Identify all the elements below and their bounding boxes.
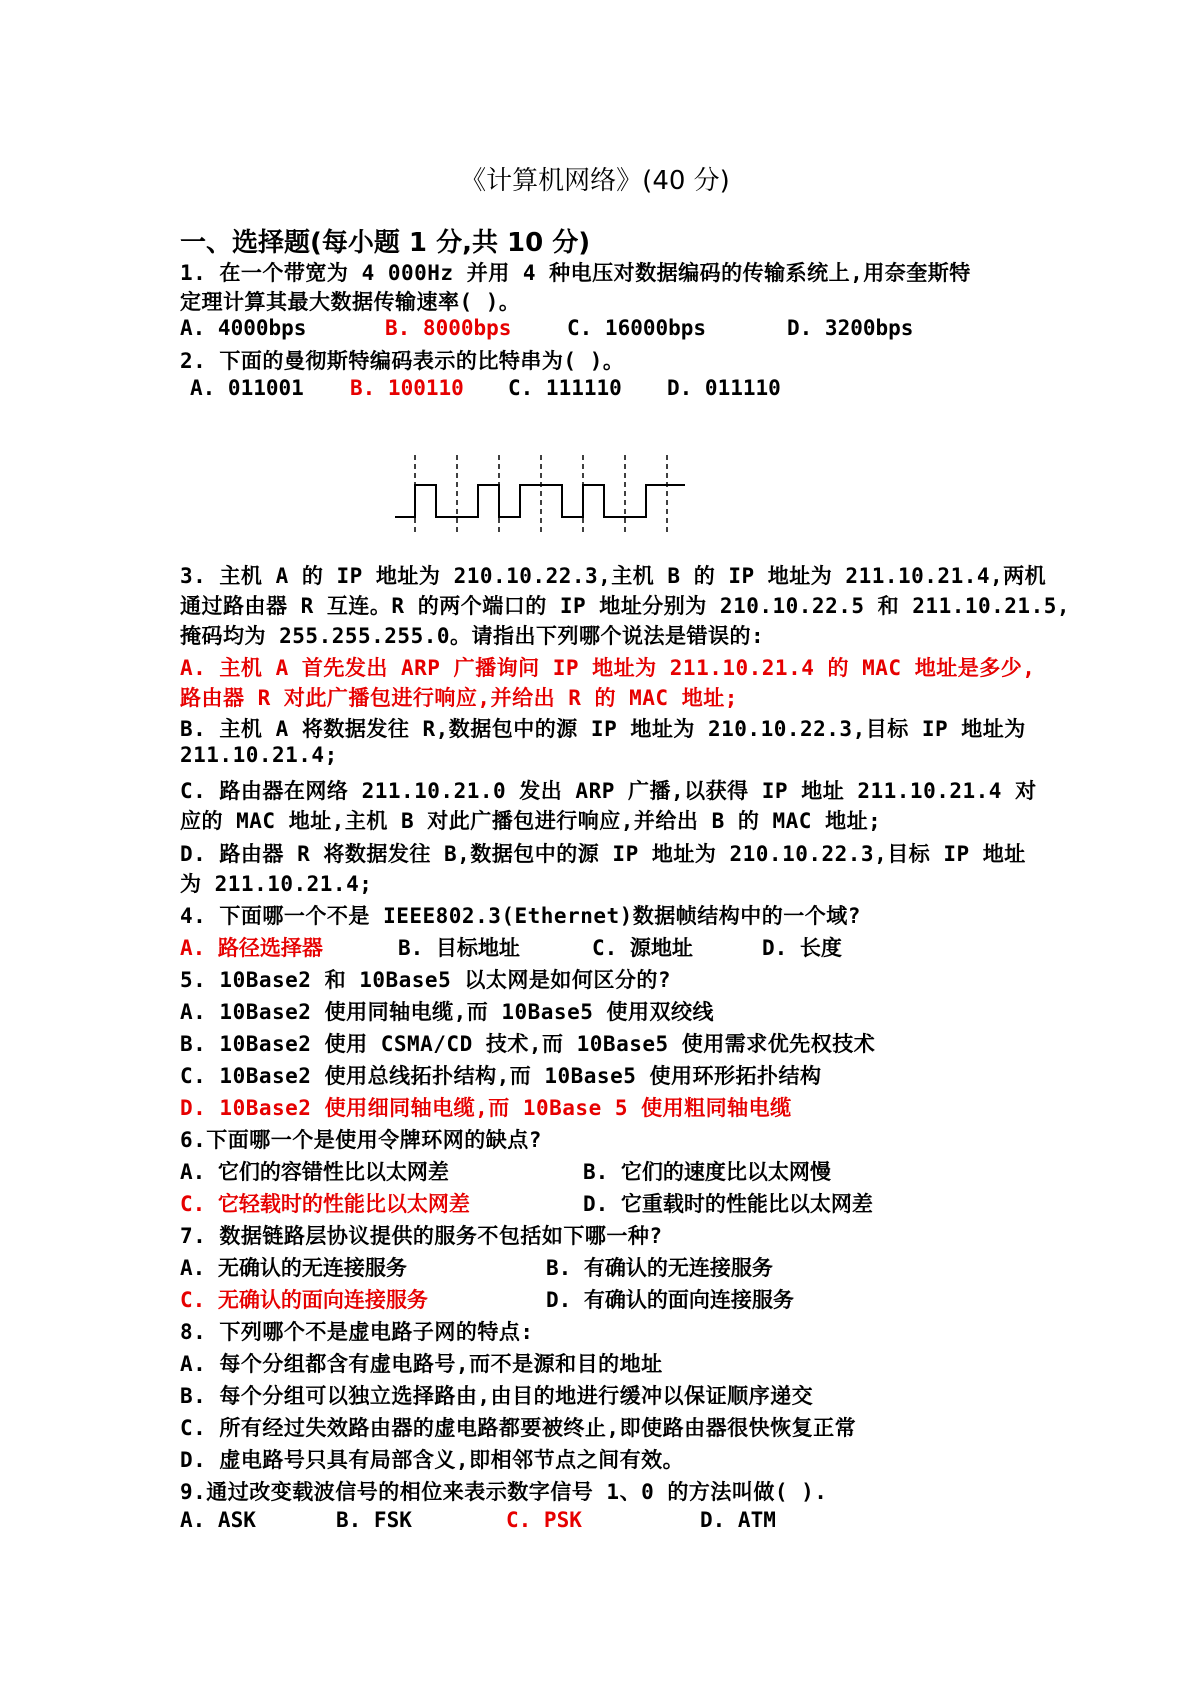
q3-option-a-answer-line2: 路由器 R 对此广播包进行响应,并给出 R 的 MAC 地址; (180, 686, 738, 710)
bit-boundary-lines (415, 455, 667, 535)
q3-stem-line1: 3. 主机 A 的 IP 地址为 210.10.22.3,主机 B 的 IP 地址为 211.10.21.4,两机 (180, 564, 1047, 588)
q8-stem: 8. 下列哪个不是虚电路子网的特点: (180, 1320, 534, 1344)
q1-option-d: D. 3200bps (787, 316, 914, 340)
q4-option-a-answer: A. 路径选择器 (180, 936, 323, 960)
q3-stem-line3: 掩码均为 255.255.255.0。请指出下列哪个说法是错误的: (180, 624, 765, 648)
q7-option-a: A. 无确认的无连接服务 (180, 1256, 407, 1280)
q8-option-d: D. 虚电路号只具有局部含义,即相邻节点之间有效。 (180, 1448, 685, 1472)
q4-option-c: C. 源地址 (592, 936, 693, 960)
q9-option-b: B. FSK (336, 1508, 412, 1532)
q3-option-b-line2: 211.10.21.4; (180, 743, 338, 767)
q9-stem: 9.通过改变载波信号的相位来表示数字信号 1、0 的方法叫做( ). (180, 1480, 828, 1504)
q3-option-c-line1: C. 路由器在网络 211.10.21.0 发出 ARP 广播,以获得 IP 地址 211.10.21.4 对 (180, 779, 1037, 803)
q4-option-d: D. 长度 (762, 936, 842, 960)
q7-option-c-answer: C. 无确认的面向连接服务 (180, 1288, 428, 1312)
q8-option-c: C. 所有经过失效路由器的虚电路都要被终止,即使路由器很快恢复正常 (180, 1416, 857, 1440)
q2-option-a: A. 011001 (190, 376, 304, 400)
q1-stem-line2: 定理计算其最大数据传输速率( )。 (180, 290, 521, 314)
q7-option-b: B. 有确认的无连接服务 (546, 1256, 773, 1280)
q8-option-a: A. 每个分组都含有虚电路号,而不是源和目的地址 (180, 1352, 663, 1376)
q5-stem: 5. 10Base2 和 10Base5 以太网是如何区分的? (180, 968, 672, 992)
q1-option-b-answer: B. 8000bps (385, 316, 512, 340)
q6-option-c-answer: C. 它轻载时的性能比以太网差 (180, 1192, 470, 1216)
q6-stem: 6.下面哪一个是使用令牌环网的缺点? (180, 1128, 542, 1152)
q9-option-a: A. ASK (180, 1508, 256, 1532)
q5-option-b: B. 10Base2 使用 CSMA/CD 技术,而 10Base5 使用需求优先权技术 (180, 1032, 876, 1056)
q2-stem: 2. 下面的曼彻斯特编码表示的比特串为( )。 (180, 349, 625, 373)
q8-option-b: B. 每个分组可以独立选择路由,由目的地进行缓冲以保证顺序递交 (180, 1384, 814, 1408)
q6-option-a: A. 它们的容错性比以太网差 (180, 1160, 449, 1184)
q1-option-c: C. 16000bps (567, 316, 707, 340)
q7-stem: 7. 数据链路层协议提供的服务不包括如下哪一种? (180, 1224, 663, 1248)
q9-option-d: D. ATM (700, 1508, 776, 1532)
q9-option-c-answer: C. PSK (506, 1508, 582, 1532)
q5-option-a: A. 10Base2 使用同轴电缆,而 10Base5 使用双绞线 (180, 1000, 715, 1024)
q7-option-d: D. 有确认的面向连接服务 (546, 1288, 794, 1312)
q3-option-d-line1: D. 路由器 R 将数据发往 B,数据包中的源 IP 地址为 210.10.22.3,目标 IP 地址 (180, 842, 1026, 866)
q3-option-a-answer-line1: A. 主机 A 首先发出 ARP 广播询问 IP 地址为 211.10.21.4 的 MAC 地址是多少, (180, 656, 1036, 680)
q2-option-b-answer: B. 100110 (350, 376, 464, 400)
section-heading: 一、选择题(每小题 1 分,共 10 分) (180, 228, 591, 258)
q4-option-b: B. 目标地址 (398, 936, 520, 960)
q6-option-d: D. 它重载时的性能比以太网差 (583, 1192, 873, 1216)
q2-option-d: D. 011110 (667, 376, 781, 400)
q2-option-c: C. 111110 (508, 376, 622, 400)
manchester-signal-figure (395, 455, 685, 535)
q3-option-b-line1: B. 主机 A 将数据发往 R,数据包中的源 IP 地址为 210.10.22.3,目标 IP 地址为 (180, 717, 1026, 741)
q1-option-a: A. 4000bps (180, 316, 307, 340)
q1-stem-line1: 1. 在一个带宽为 4 000Hz 并用 4 种电压对数据编码的传输系统上,用奈奎斯特 (180, 261, 971, 285)
q3-option-d-line2: 为 211.10.21.4; (180, 872, 373, 896)
q3-stem-line2: 通过路由器 R 互连。R 的两个端口的 IP 地址分别为 210.10.22.5 和 211.10.21.5, (180, 594, 1071, 618)
q5-option-c: C. 10Base2 使用总线拓扑结构,而 10Base5 使用环形拓扑结构 (180, 1064, 822, 1088)
page-title: 《计算机网络》(40 分) (460, 166, 730, 196)
q4-stem: 4. 下面哪一个不是 IEEE802.3(Ethernet)数据帧结构中的一个域? (180, 904, 861, 928)
q6-option-b: B. 它们的速度比以太网慢 (583, 1160, 831, 1184)
manchester-waveform (395, 485, 685, 517)
q3-option-c-line2: 应的 MAC 地址,主机 B 对此广播包进行响应,并给出 B 的 MAC 地址; (180, 809, 882, 833)
q5-option-d-answer: D. 10Base2 使用细同轴电缆,而 10Base 5 使用粗同轴电缆 (180, 1096, 792, 1120)
